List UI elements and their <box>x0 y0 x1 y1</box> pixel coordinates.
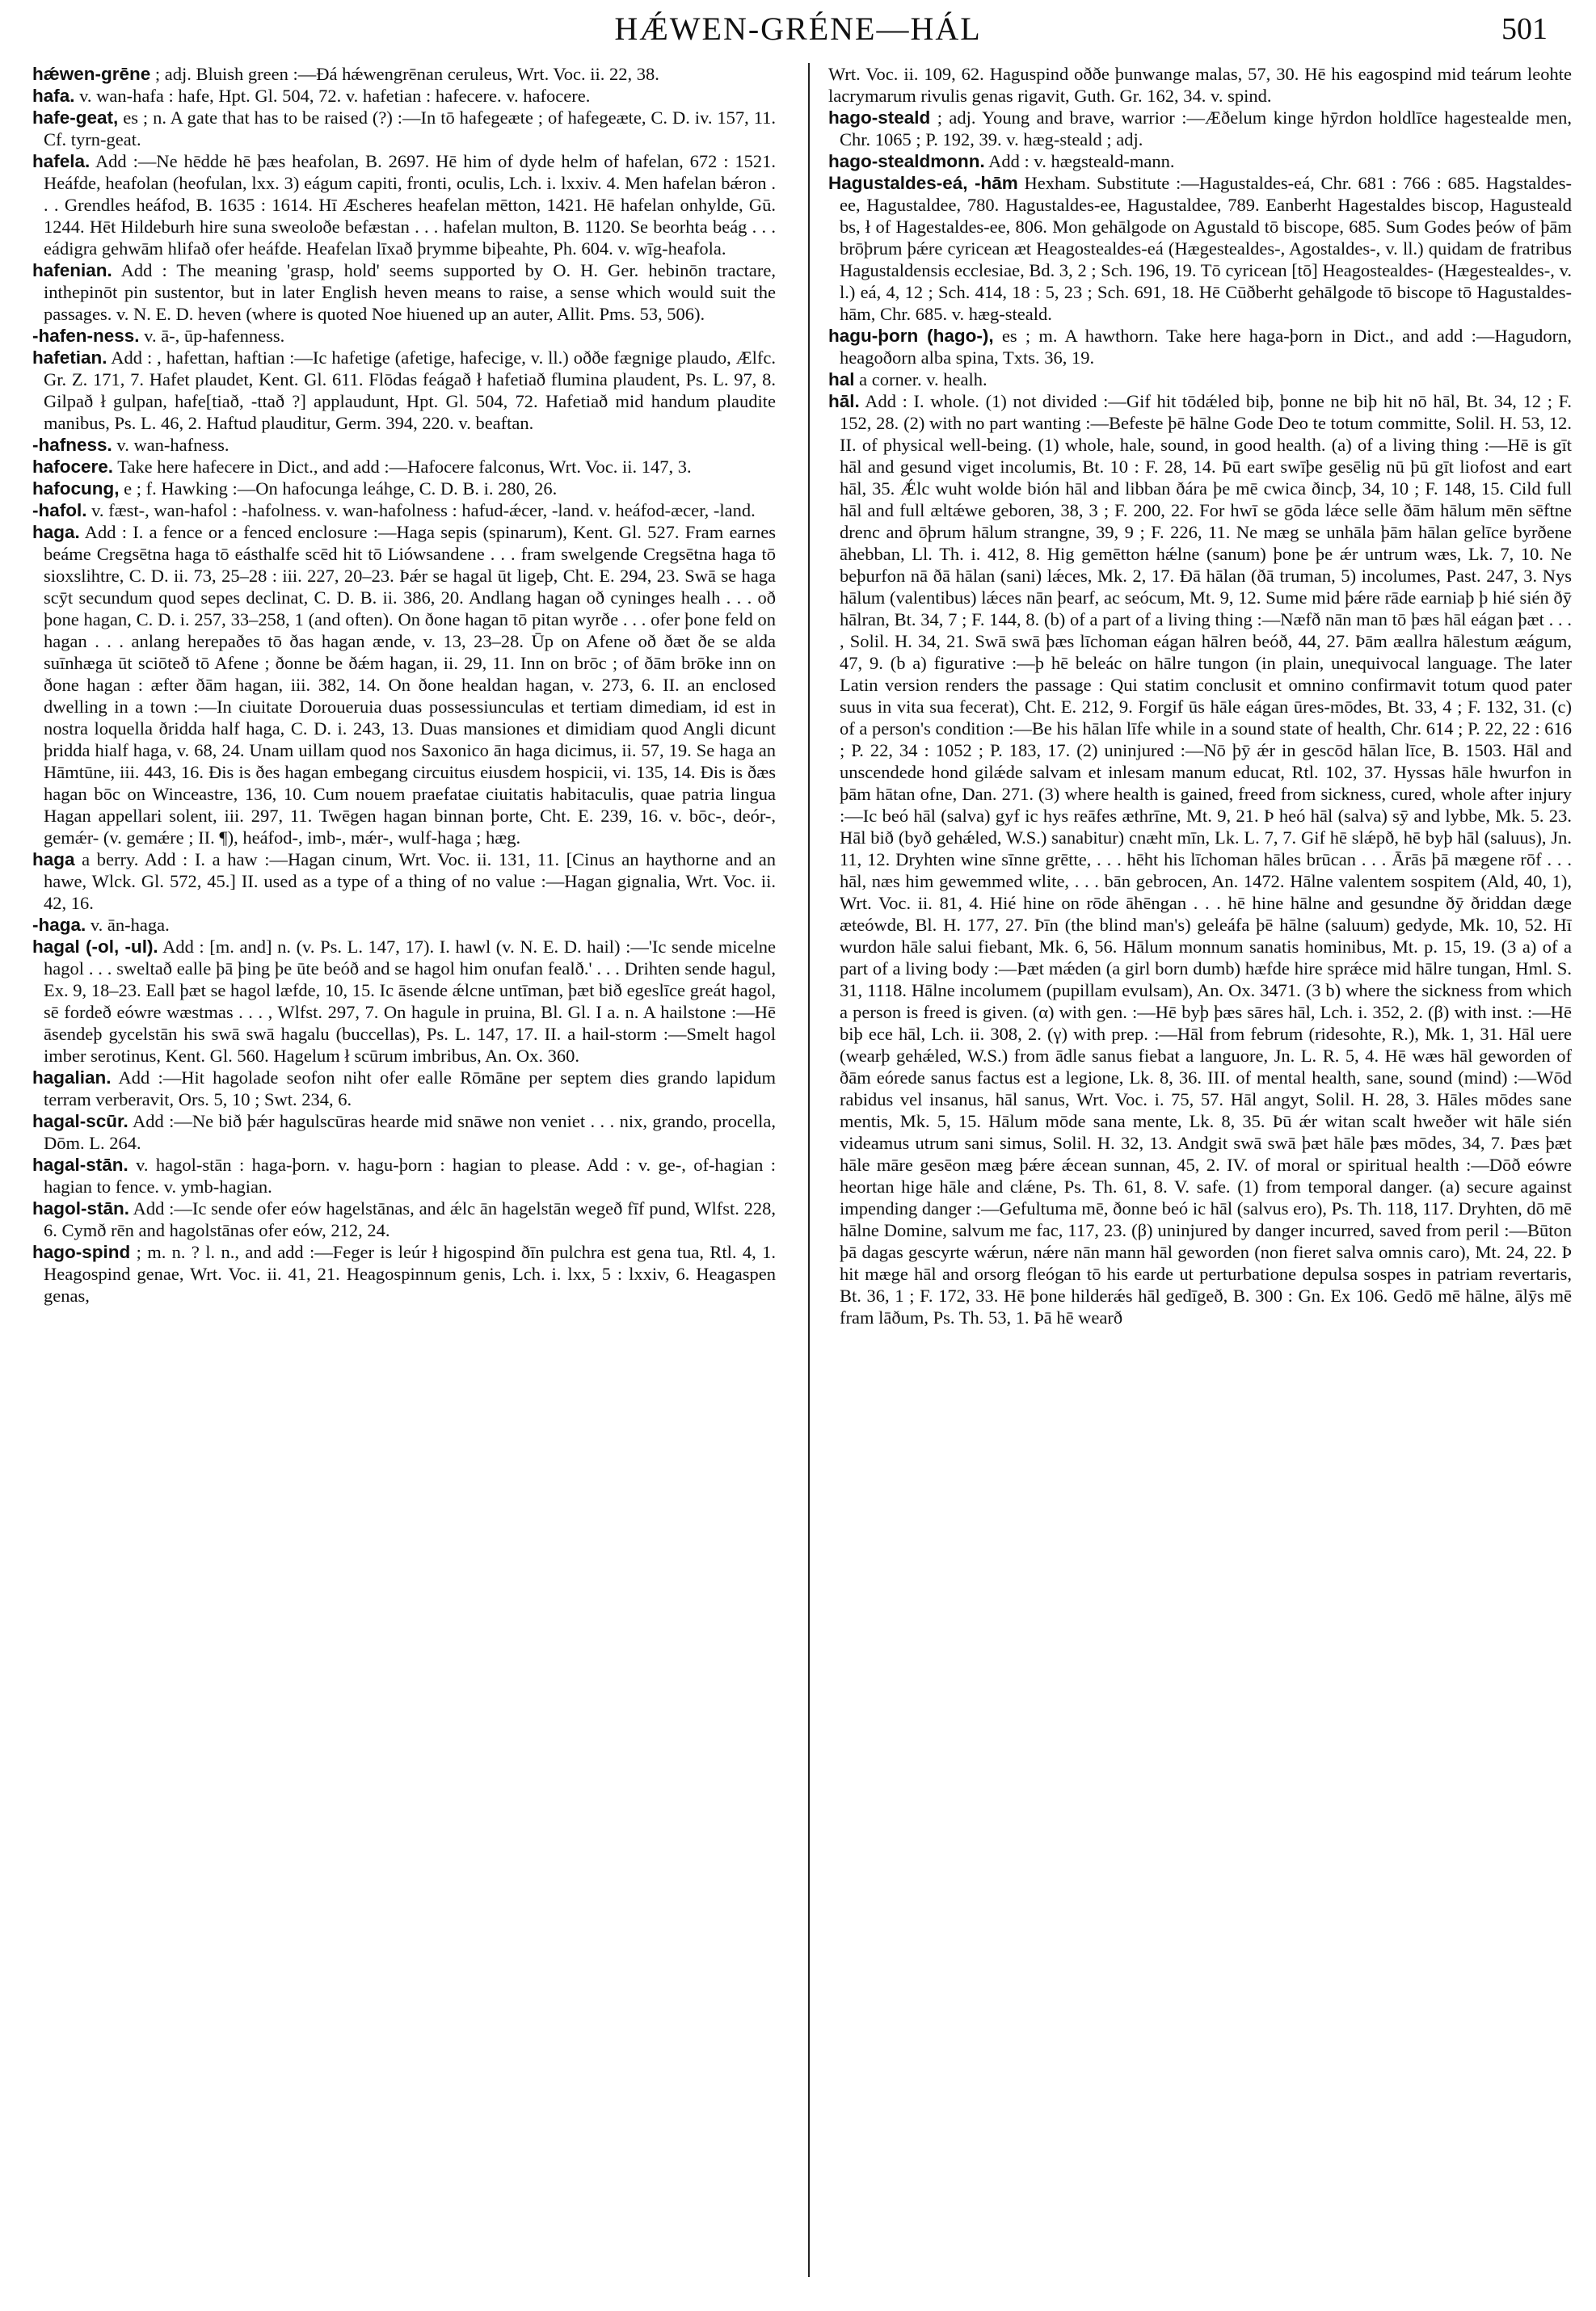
entry-text: Hexham. Substitute :—Hagustaldes-eá, Chr. 681 : 766 : 685. Hagstaldes-ee, Hagustaldee, 780. Hagustaldes-ee, Hagustaldee, 789. Eanberht Hagestaldes biscop, Hagusteald bs, ł of Hagestaldes-ee, 806. Mon gehālgode on Agustald tō biscope, 685. Sum Godes þeów of þām brōþrum þǽre cyricean æt Heagostealdes-eá (Hægestealdes-, Agostaldes-, v. ll.) quidam de fratribus Hagustaldensis ecclesiae, Bd. 3, 2 ; Sch. 196, 19. Tō cyricean [tō] Heagostealdes- (Hægestealdes-, v. l.) eá, 4, 12 ; Sch. 414, 18 : 5, 23 ; Sch. 691, 18. Hē Cūðberht gehālgode tō biscope tō Hagustaldes-hām, Chr. 685. v. hæg-steald. <box>840 173 1572 324</box>
text-columns <box>32 63 1572 2285</box>
entry-text: ; adj. Bluish green :—Ðá hǽwengrēnan ceruleus, Wrt. Voc. ii. 22, 38. <box>154 64 659 84</box>
dictionary-entry <box>828 172 1572 325</box>
dictionary-entry <box>32 1154 776 1198</box>
headword: haga <box>32 849 75 869</box>
dictionary-entry <box>32 456 776 478</box>
dictionary-entry <box>828 150 1572 172</box>
headword: Hagustaldes-eá, -hām <box>828 173 1018 193</box>
entry-text: Add :—Ne hēdde hē þæs heafolan, B. 2697. Hē him of dyde helm of hafelan, 672 : 1521. Heáfde, heafolan (heofulan, lxx. 3) eágum capiti, fronti, oculis, Lch. i. lxxiv. 4. Men hafelan bǽron . . . Grendles heáfod, B. 1635 : 1614. Hī Æscheres heafelan mētton, 1421. Hē hafelan onhylde, Gū. 1244. Hēt Hildeburh hire suna sweoloðe befæstan . . . hafelan multon, B. 1120. Se beorhta beág . . . eádigra gehwām hlifað ofer heáfde. Heafelan līxað þrymme biþeahte, Ph. 604. v. wīg-heafola. <box>44 151 776 259</box>
headword: hagalian. <box>32 1067 112 1088</box>
entry-text: ; m. n. ? l. n., and add :—Feger is leúr ł higospind ðīn pulchra est gena tua, Rtl. 4, 1. Heagospind genae, Wrt. Voc. ii. 41, 21. Heagospinnum genis, Lch. i. lxx, 5 : lxxiv, 6. Heagaspen genas, <box>44 1242 776 1306</box>
headword: hǽwen-grēne <box>32 64 151 84</box>
headword: hafe-geat, <box>32 107 119 128</box>
dictionary-entry <box>32 499 776 521</box>
entry-text: Add : [m. and] n. (v. Ps. L. 147, 17). I. hawl (v. N. E. D. hail) :—'Ic sende micelne hagol . . . sweltað ealle þā þing þe ūte beóð and se hagol him onufan fealð.' . . . Drihten sende hagul, Ex. 9, 18–23. Eall þæt se hagol læfde, 10, 15. Ic āsende ǽlcne untīman, þæt bið egeslīce greát hagol, sē fordeð eówre wæstmas . . . , Wlfst. 297, 7. On hagule in pruina, Bl. Gl. I a. n. A hailstone :—Hē āsendeþ gycelstān his swā swā hagalu (buccellas), Ps. L. 147, 17. II. a hail-storm :—Smelt hagol imber serotinus, Kent. Gl. 560. Hagelum ł scūrum imbribus, An. Ox. 360. <box>44 937 776 1066</box>
headword: hafela. <box>32 151 91 171</box>
dictionary-entry <box>32 1198 776 1241</box>
entry-text: Add :—Ic sende ofer eów hagelstānas, and ǽlc ān hagelstān wegeð fīf pund, Wlfst. 228, 6. Cymð rēn and hagolstānas ofer eów, 212, 24. <box>44 1198 776 1240</box>
headword: hal <box>828 369 855 389</box>
headword: hagal (-ol, -ul). <box>32 937 158 957</box>
entry-text: es ; n. A gate that has to be raised (?) :—In tō hafegeæte ; of hafegeæte, C. D. iv. 157, 11. Cf. tyrn-geat. <box>44 107 776 149</box>
headword: hagal-stān. <box>32 1155 128 1175</box>
dictionary-entry <box>32 85 776 107</box>
headword: hāl. <box>828 391 860 411</box>
headword: hafetian. <box>32 347 107 368</box>
dictionary-entry <box>32 107 776 150</box>
entry-text: a berry. Add : I. a haw :—Hagan cinum, Wrt. Voc. ii. 131, 11. [Cinus an haythorne and an hawe, Wlck. Gl. 572, 45.] II. used as a type of a thing of no value :—Hagan gignalia, Wrt. Voc. ii. 42, 16. <box>44 849 776 913</box>
entry-text: Add : I. a fence or a fenced enclosure :—Haga sepis (spinarum), Kent. Gl. 527. Fram earnes beáme Cregsētna haga tō eásthalfe scēd hit tō Liówsandene . . . fram swelgende Cregsētna haga tō sioxslihtre, C. D. ii. 73, 25–28 : iii. 227, 20–23. Þǽr se hagal ūt ligeþ, Cht. E. 294, 23. Swā se haga scȳt secundum quod sepes declinat, C. D. B. ii. 386, 20. Andlang hagan oð cyninges healh . . . oð þone hagan, C. D. i. 257, 33–258, 1 (and often). On ðone hagan tō pitan wyrðe . . . ofer þone feld on hagan . . . anlang herepaðes tō ðas hagan ænde, v. 13, 23–28. Ūp on Afene oð ðæt ðe se alda suīnhæga ūt sciōteð tō Afene ; ðonne be ðǽm hagan, ii. 29, 11. Inn on brōc ; of ðām brōke inn on ðone hagan : æfter ðām hagan, iii. 382, 14. On ðone healdan hagan, v. 273, 6. II. an enclosed dwelling in a town :—In ciuitate Doroueruia duas possessiunculas et tertiam dimediam, id est in nostra loquella ðridda half haga, C. D. i. 243, 13. Duas mansiones et dimidiam quod Angli dicunt þridda hialf haga, v. 68, 24. Unam uillam quod nos Saxonico ān haga dicimus, ii. 57, 19. Se haga an Hāmtūne, iii. 443, 16. Ðis is ðes hagan embegang circuitus eiusdem hospicii, vi. 135, 14. Ðis is ðæs hagan bōc on Winceastre, 136, 10. Cum nouem praefatae ciuitatis habitaculis, quae patria lingua Hagan appellari solent, iii. 297, 11. Twēgen hagan binnan þorte, Cht. E. 239, 16. v. bōc-, deór-, gemǽr- (v. gemǽre ; II. ¶), heáfod-, imb-, mǽr-, wulf-haga ; hæg. <box>44 522 776 848</box>
dictionary-entry <box>32 478 776 499</box>
entry-text: v. wan-hafness. <box>116 435 230 455</box>
headword: hagu-þorn (hago-), <box>828 326 994 346</box>
headword: -haga. <box>32 915 86 935</box>
entry-text: v. hagol-stān : haga-þorn. v. hagu-þorn : hagian to please. Add : v. ge-, of-hagian : hagian to fence. v. ymb-hagian. <box>44 1155 776 1197</box>
page-number: 501 <box>1501 12 1548 46</box>
entry-text: v. wan-hafa : hafe, Hpt. Gl. 504, 72. v. hafetian : hafecere. v. hafocere. <box>79 86 591 106</box>
entry-text: ; adj. Young and brave, warrior :—Æðelum kinge hȳrdon holdlīce hagestealde men, Chr. 1065 ; P. 192, 39. v. hæg-steald ; adj. <box>840 107 1572 149</box>
headword: -hafen-ness. <box>32 326 140 346</box>
entry-text: Wrt. Voc. ii. 109, 62. Haguspind oððe þunwange malas, 57, 30. Hē his eagospind mid teárum leohte lacrymarum rivulis genas rigavit, Guth. Gr. 162, 34. v. spind. <box>828 64 1572 106</box>
entry-text: Add : v. hægsteald-mann. <box>988 151 1175 171</box>
headword: haga. <box>32 522 80 542</box>
dictionary-entry <box>828 368 1572 390</box>
dictionary-entry <box>32 259 776 325</box>
dictionary-entry <box>32 325 776 347</box>
dictionary-entry <box>32 434 776 456</box>
left-column <box>32 63 776 2285</box>
headword: hafa. <box>32 86 75 106</box>
running-head: HǼWEN-GRÉNE—HÁL <box>614 11 982 47</box>
entry-text: es ; m. A hawthorn. Take here haga-þorn in Dict., and add :—Hagudorn, heagoðorn alba spina, Txts. 36, 19. <box>840 326 1572 368</box>
entry-text: a corner. v. healh. <box>859 369 987 389</box>
dictionary-entry <box>32 521 776 848</box>
entry-text: Add :—Ne bið þǽr hagulscūras hearde mid snāwe non veniet . . . nix, grando, procella, Dōm. L. 264. <box>44 1111 776 1153</box>
dictionary-entry <box>32 848 776 914</box>
entry-text: e ; f. Hawking :—On hafocunga leáhge, C. D. B. i. 280, 26. <box>124 478 558 499</box>
headword: hago-spind <box>32 1242 131 1262</box>
dictionary-entry <box>32 63 776 85</box>
dictionary-entry <box>32 347 776 434</box>
entry-text: Take here hafecere in Dict., and add :—Hafocere falconus, Wrt. Voc. ii. 147, 3. <box>117 457 692 477</box>
headword: hago-stealdmonn. <box>828 151 985 171</box>
entry-text: Add : , hafettan, haftian :—Ic hafetige (afetige, hafecige, v. ll.) oððe fægnige plaudo, Ælfc. Gr. Z. 171, 7. Hafet plaudet, Kent. Gl. 611. Flōdas feágað ł hafetiað flumina plaudent, Ps. L. 97, 8. Gilpað ł gulpan, hafe[tiað, -ttað ?] applaudunt, Hpt. Gl. 504, 72. Hafetiað mid handum plaudite manibus, Ps. L. 46, 2. Haftud plauditur, Germ. 394, 220. v. beaftan. <box>44 347 776 433</box>
entry-text: v. fæst-, wan-hafol : -hafolness. v. wan-hafolness : hafud-ǽcer, -land. v. heáfod-æcer, -land. <box>91 500 756 520</box>
headword: hagal-scūr. <box>32 1111 128 1131</box>
dictionary-entry <box>828 390 1572 1328</box>
headword: hafocung, <box>32 478 120 499</box>
headword: hagol-stān. <box>32 1198 130 1219</box>
entry-text: Add :—Hit hagolade seofon niht ofer ealle Rōmāne per septem dies grando lapidum terram verberavit, Ors. 5, 10 ; Swt. 234, 6. <box>44 1067 776 1109</box>
entry-text: Add : I. whole. (1) not divided :—Gif hit tōdǽled biþ, þonne ne biþ hit nō hāl, Bt. 34, 12 ; F. 152, 28. (2) with no part wanting :—Befeste þē hālne Gode Deo te totum committe, Solil. H. 53, 12. II. of physical well-being. (1) whole, hale, sound, in good health. (a) of a living thing :—Hē is gīt hāl and gesund viget incolumis, Bt. 10 : F. 28, 14. Þū eart swīþe gesēlig nū þū gīt liofost and eart hāl, 35. Ǽlc wuht wolde bión hāl and libban ðára þe mē cwica ðincþ, 34, 10 ; F. 148, 15. Cild full hāl and full æltǽwe geboren, 38, 3 ; F. 200, 22. For hwī se gōda lǽce selle ðām hālum mēn sēftne drenc and ōþrum hālum strangne, 39, 9 ; F. 226, 11. Ne mæg se unhāla þām hālan gelīce byrðene āhebban, Ll. Th. i. 412, 8. Hig gemētton hǽlne (sanum) þone þe ǽr untrum wæs, Lk. 7, 10. Ne beþurfon nā ðā hālan (sani) lǽces, Mk. 2, 17. Ðā hālan (ðā truman, 5) incolumes, Past. 247, 3. Nys hālum (valentibus) lǽces nān þearf, ac seócum, Mt. 9, 12. Sume mid þǽre rāde earniaþ þ hié sién ðȳ hālran, Bt. 34, 7 ; F. 144, 8. (b) of a part of a living thing :—Næfð nān man tō þæs hāl eágan þæt . . . , Solil. H. 34, 21. Swā swā þæs līchoman eágan hālren beóð, 44, 27. Þām æallra hālestum æágum, 47, 9. (b a) figurative :—þ hē beleác on hālre tungon (in plain, unequivocal language. The later Latin version renders the passage : Qui statim conclusit et omnino confirmavit totum quod pater suus in vita sua fecerat), Cht. E. 212, 9. Forgif ūs hāle eágan ūres-mōdes, Bt. 33, 4 ; F. 132, 31. (c) of a person's condition :—Be his hālan līfe while in a sound state of health, Chr. 614 ; P. 22, 22 : 616 ; P. 22, 34 : 1052 ; P. 183, 17. (2) uninjured :—Nō þȳ ǽr in gescōd hālan līce, B. 1503. Hāl and unscendede hond gilǽde salvam et inlesam manum educat, Rtl. 102, 37. Hyssas hāle hwurfon in þām hātan ofne, Dan. 271. (3) where health is gained, freed from sickness, cured, whole after injury :—Ic beó hāl (salva) gyf ic hys reāfes æthrīne, Mt. 9, 21. Þ heó hāl (salva) sȳ and lybbe, Mk. 5. 23. Hāl bið (byð gehǽled, W.S.) sanabitur) cnæht mīn, Lk. L. 7, 7. Gif hē slǽpð, hē byþ hāl (saluus), Jn. 11, 12. Dryhten wine sīnne grētte, . . . hēht his līchoman hāles brūcan . . . Ārās þā mægene rōf . . . hāl, næs him gewemmed wlite, . . . bān gebrocen, An. 1472. Hālne valentem sospitem (Ald, 40, 1), Wrt. Voc. ii. 81, 4. Hié hine on rōde āhēngan . . . hē hine hālne and gesundne ðȳ ðriddan dæge æteówde, Bl. H. 177, 27. Þīn (the blind man's) geleáfa þē hālne (saluum) gedyde, Mk. 10, 52. Hī wurdon hāle salui fiebant, Mk. 6, 56. Hālum monnum sanatis hominibus, Mt. p. 15, 19. (3 a) of a part of a living body :—Þæt mǽden (a girl born dumb) hæfde hire sprǽce mid hālre tungan, Hml. S. 31, 1118. Hālne incolumem (pupillam evulsam), An. Ox. 3471. (3 b) where the sickness from which a person is freed is given. (α) with gen. :—Hē byþ þæs sāres hāl, Lch. i. 352, 2. (β) with inst. :—Hē biþ ece hāl, Lch. ii. 308, 2. (γ) with prep. :—Hāl from februm (ridesohte, R.), Mk. 1, 31. Hāl uere (wearþ gehǽled, W.S.) from ādle sanus fiebat a languore, Jn. L. R. 5, 4. Hē wæs hāl geworden of ðām eórede sanus factus est a legione, Lk. 8, 36. III. of mental health, sane, sound (mind) :—Wōd rabidus vel insanus, hāl sanus, Wrt. Voc. i. 75, 57. Hāl angyt, Solil. H. 28, 3. Hāles mōdes sane mentis, Mk. 5, 15. Hālum mōde sana mente, Lk. 8, 35. Þū ǽr witan scalt hweðer wit hāle sién videamus utrum sani simus, Solil. H. 32, 13. Andgit swā swā þæt hāle þæs mōdes, 34, 7. Þæs þæt hāle māre gesēon mæg þǽre ǽcean sunnan, 45, 2. IV. of moral or spiritual health :—Dōð eówre heortan hige hāle and clǽne, Ps. Th. 61, 8. V. safe. (1) from temporal danger. (a) secure against impending danger :—Gefultuma mē, ðonne beó ic hāl (salvus ero), Ps. Th. 118, 117. Dryhten, dō mē hālne Domine, salvum me fac, 117, 23. (β) uninjured by danger incurred, saved from peril :—Būton þā dagas gescyrte wǽrun, nǽre nān mann hāl geworden (non fieret salva omnis caro), Mt. 24, 22. Þ hit mæge hāl and orsorg fleógan tō his earde ut perturbatione depulsa sospes in patriam revertaris, Bt. 36, 1 ; F. 172, 33. Hē þone hilderǽs hāl gedīgeð, B. 300 : Gn. Ex 106. Gedō mē hālne, ālȳs mē fram lāðum, Ps. Th. 53, 1. Þā hē wearð <box>840 391 1572 1328</box>
dictionary-entry <box>32 936 776 1067</box>
entry-text: v. ā-, ūp-hafenness. <box>144 326 285 346</box>
headword: hago-steald <box>828 107 931 128</box>
dictionary-entry <box>828 63 1572 107</box>
dictionary-entry <box>828 325 1572 368</box>
dictionary-entry <box>32 914 776 936</box>
dictionary-entry <box>828 107 1572 150</box>
dictionary-entry <box>32 150 776 259</box>
column-divider <box>808 63 810 2277</box>
headword: hafenian. <box>32 260 112 280</box>
dictionary-entry <box>32 1110 776 1154</box>
entry-text: v. ān-haga. <box>90 915 170 935</box>
dictionary-entry <box>32 1241 776 1307</box>
page-header <box>0 0 1596 57</box>
headword: hafocere. <box>32 457 114 477</box>
entry-text: Add : The meaning 'grasp, hold' seems supported by O. H. Ger. hebinōn tractare, inthepinōt pin sustentor, but in later English heven means to raise, a sense which would suit the passages. v. N. E. D. heven (where is quoted Noe hiuened up an auter, Allit. Pms. 53, 506). <box>44 260 776 324</box>
right-column <box>828 63 1572 2285</box>
headword: -hafness. <box>32 435 112 455</box>
dictionary-entry <box>32 1067 776 1110</box>
headword: -hafol. <box>32 500 87 520</box>
